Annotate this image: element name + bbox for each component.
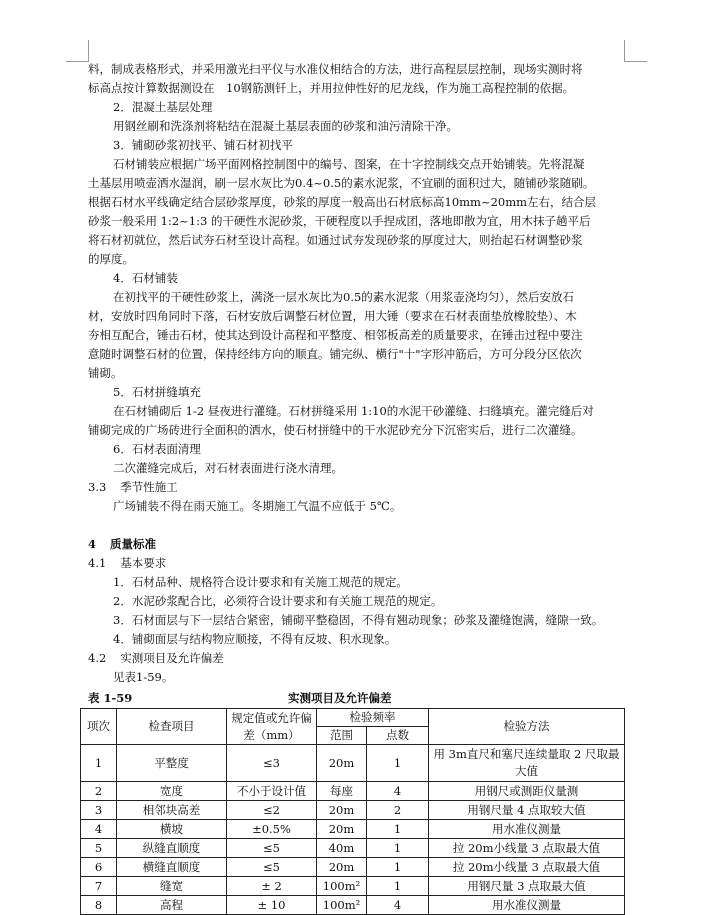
tolerance-table — [80, 708, 625, 915]
table-row — [81, 877, 625, 896]
header-range: 范围 — [317, 727, 367, 745]
header-method: 检验方法 — [429, 709, 625, 745]
crop-mark-left-vertical — [88, 40, 89, 62]
section-heading-4 — [88, 535, 628, 554]
section-number: 3.3 — [88, 480, 107, 494]
document-page — [88, 60, 628, 915]
cell-range: 20m — [317, 745, 367, 782]
section-number: 4.1 — [88, 556, 107, 570]
cell-method: 用 3m直尺和塞尺连续量取 2 尺取最大值 — [429, 745, 625, 782]
requirement-item: 2．水泥砂浆配合比，必须符合设计要求和有关施工规范的规定。 — [113, 594, 443, 608]
section-heading-3-3 — [88, 478, 628, 497]
cell-index: 3 — [81, 801, 117, 820]
crop-mark-left-horizontal — [66, 61, 88, 62]
header-index: 项次 — [81, 709, 117, 745]
paragraph-line: 二次灌缝完成后，对石材表面进行浇水清理。 — [113, 461, 343, 475]
cell-index: 6 — [81, 858, 117, 877]
cell-range: 20m — [317, 858, 367, 877]
subheading: 6．石材表面清理 — [113, 442, 201, 456]
cell-tolerance: ± 10 — [227, 896, 317, 915]
cell-method: 用钢尺量 4 点取较大值 — [429, 801, 625, 820]
table-row — [81, 896, 625, 915]
cell-tolerance: ±0.5% — [227, 820, 317, 839]
spacer — [88, 516, 628, 535]
table-row — [81, 745, 625, 782]
cell-index: 5 — [81, 839, 117, 858]
requirement-item: 1．石材品种、规格符合设计要求和有关施工规范的规定。 — [113, 575, 408, 589]
cell-points: 1 — [367, 839, 429, 858]
table-row — [81, 782, 625, 801]
paragraph-line: 材，安放时四角同时下落，石材安放后调整石材位置，用大锤（要求在石材表面垫放橡胶垫）、木 — [88, 309, 577, 323]
subheading: 5．石材拼缝填充 — [113, 385, 201, 399]
subheading: 3．铺砌砂浆初找平、铺石材初找平 — [113, 138, 293, 152]
cell-range: 40m — [317, 839, 367, 858]
section-title: 基本要求 — [120, 556, 167, 570]
paragraph-line: 意随时调整石材的位置，保持经纬方向的顺直。铺完纵、横行"十"字形冲筋后，方可分段分区依次 — [88, 347, 582, 361]
cell-item: 相邻块高差 — [117, 801, 227, 820]
paragraph-line: 料，制成表格形式，并采用激光扫平仪与水准仪相结合的方法，进行高程层层控制，现场实测时将 — [88, 62, 583, 76]
cell-item: 平整度 — [117, 745, 227, 782]
table-row — [81, 839, 625, 858]
paragraph-line: 夯相互配合，锤击石材，使其达到设计高程和平整度、相邻板高差的质量要求，在锤击过程中要注 — [88, 328, 583, 342]
cell-method: 拉 20m小线量 3 点取最大值 — [429, 858, 625, 877]
cell-tolerance: 不小于设计值 — [227, 782, 317, 801]
cell-points: 1 — [367, 858, 429, 877]
cell-index: 2 — [81, 782, 117, 801]
header-frequency: 检验频率 — [317, 709, 429, 727]
paragraph-line: 砂浆一般采用 1:2~1:3 的干硬性水泥砂浆，干硬程度以手捏成团，落地即散为宜，用木抹子趟平后 — [88, 214, 591, 228]
cell-index: 1 — [81, 745, 117, 782]
table-row — [81, 801, 625, 820]
paragraph-line: 石材铺装应根据广场平面网格控制图中的编号、图案，在十字控制线交点开始铺装。先将混凝 — [113, 157, 585, 171]
header-points: 点数 — [367, 727, 429, 745]
crop-mark-right-vertical — [624, 40, 625, 62]
cell-item: 横坡 — [117, 820, 227, 839]
paragraph-line: 根据石材水平线确定结合层砂浆厚度，砂浆的厚度一般高出石材底标高10mm~20mm左右，结合层 — [88, 195, 597, 209]
paragraph-line: 铺砌完成的广场砖进行全面积的洒水，使石材拼缝中的干水泥砂充分下沉密实后，进行二次灌缝。 — [88, 423, 583, 437]
paragraph-line: 广场铺装不得在雨天施工。冬期施工气温不应低于 5℃。 — [113, 499, 402, 513]
cell-points: 1 — [367, 877, 429, 896]
table-reference: 见表1-59。 — [113, 670, 174, 684]
paragraph-line: 标高点按计算数据测设在 10钢筋测钎上，并用拉伸性好的尼龙线，作为施工高程控制的依据。 — [88, 81, 575, 95]
cell-item: 高程 — [117, 896, 227, 915]
table-row — [81, 858, 625, 877]
section-heading-4-2 — [88, 649, 628, 668]
table-caption — [88, 689, 628, 708]
section-number: 4 — [88, 537, 97, 551]
cell-item: 缝宽 — [117, 877, 227, 896]
section-title: 实测项目及允许偏差 — [120, 651, 224, 665]
table-title: 实测项目及允许偏差 — [288, 691, 392, 705]
cell-points: 1 — [367, 820, 429, 839]
cell-method: 用水准仪测量 — [429, 896, 625, 915]
cell-item: 宽度 — [117, 782, 227, 801]
table-number: 表 1-59 — [88, 691, 133, 705]
cell-tolerance: ≤3 — [227, 745, 317, 782]
cell-item: 纵缝直顺度 — [117, 839, 227, 858]
header-tolerance: 规定值或允许偏差（mm） — [227, 709, 317, 745]
cell-index: 7 — [81, 877, 117, 896]
table-row — [81, 820, 625, 839]
cell-item: 横缝直顺度 — [117, 858, 227, 877]
cell-range: 每座 — [317, 782, 367, 801]
paragraph-line: 铺砌。 — [88, 366, 123, 380]
paragraph-line: 在石材铺砌后 1-2 昼夜进行灌缝。石材拼缝采用 1:10的水泥干砂灌缝、扫缝填充。灌完缝后对 — [113, 404, 594, 418]
cell-method: 用钢尺量 3 点取最大值 — [429, 877, 625, 896]
cell-method: 拉 20m小线量 3 点取最大值 — [429, 839, 625, 858]
section-title: 质量标准 — [110, 537, 157, 551]
subheading: 2．混凝土基层处理 — [113, 100, 213, 114]
cell-points: 2 — [367, 801, 429, 820]
cell-tolerance: ≤2 — [227, 801, 317, 820]
cell-range: 100m² — [317, 877, 367, 896]
cell-points: 1 — [367, 745, 429, 782]
cell-range: 100m² — [317, 896, 367, 915]
paragraph-line: 在初找平的干硬性砂浆上，满浇一层水灰比为0.5的素水泥浆（用浆壶浇均匀），然后安放石 — [113, 290, 575, 304]
section-title: 季节性施工 — [120, 480, 178, 494]
requirement-item: 3．石材面层与下一层结合紧密，铺砌平整稳固，不得有翘动现象；砂浆及灌缝饱满，缝隙一致。 — [113, 613, 604, 627]
cell-index: 4 — [81, 820, 117, 839]
paragraph-line: 将石材初就位，然后试夯石材至设计高程。如通过试夯发现砂浆的厚度过大，则抬起石材调整砂浆 — [88, 233, 583, 247]
subheading: 4．石材铺装 — [113, 271, 178, 285]
cell-tolerance: ≤5 — [227, 839, 317, 858]
requirement-item: 4．铺砌面层与结构物应顺接，不得有反坡、积水现象。 — [113, 632, 397, 646]
cell-method: 用钢尺或测距仪量测 — [429, 782, 625, 801]
paragraph-line: 用钢丝刷和洗涤剂将粘结在混凝土基层表面的砂浆和油污清除干净。 — [113, 119, 458, 133]
cell-points: 4 — [367, 896, 429, 915]
cell-tolerance: ± 2 — [227, 877, 317, 896]
cell-method: 用水准仪测量 — [429, 820, 625, 839]
section-number: 4.2 — [88, 651, 107, 665]
header-item: 检查项目 — [117, 709, 227, 745]
cell-index: 8 — [81, 896, 117, 915]
cell-tolerance: ≤5 — [227, 858, 317, 877]
cell-range: 20m — [317, 820, 367, 839]
paragraph-line: 的厚度。 — [88, 252, 134, 266]
paragraph-line: 土基层用喷壶洒水湿润，刷一层水灰比为0.4~0.5的素水泥浆，不宜刷的面积过大，随铺砂浆随刷。 — [88, 176, 595, 190]
cell-range: 20m — [317, 801, 367, 820]
cell-points: 4 — [367, 782, 429, 801]
section-heading-4-1 — [88, 554, 628, 573]
crop-mark-right-horizontal — [625, 61, 647, 62]
